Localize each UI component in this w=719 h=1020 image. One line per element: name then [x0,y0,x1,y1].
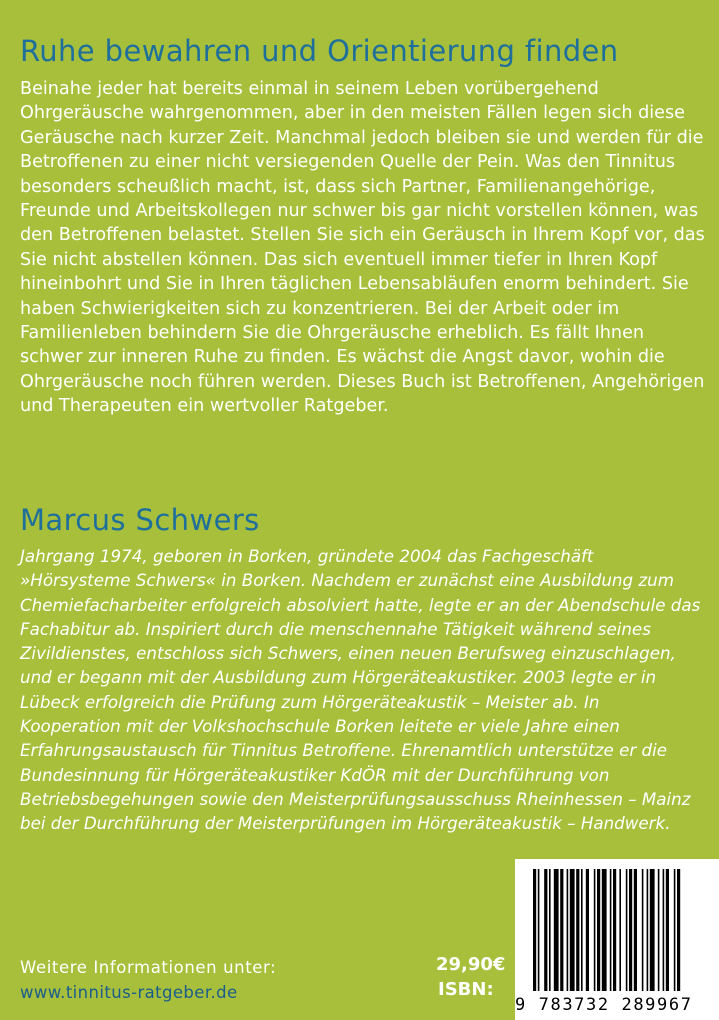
barcode-bar [650,869,655,991]
price-label: 29,90€ [436,954,506,975]
barcode-bar [581,869,583,991]
description-paragraph: Beinahe jeder hat bereits einmal in seinem Leben vorübergehend Ohrgeräusche wahrgenommen, aber in den meisten Fällen legen sich diese Geräusche nach kurzer Zeit. Manchmal jedoch bleiben sie und werden für die Betroffenen zu einer nicht versiegenden Quelle der Pein. Was den Tinnitus besonders scheußlich macht, ist, dass sich Partner, Familienangehörige, Freunde und Arbeitskollegen nur schwer bis gar nicht vorstellen können, was den Betroffenen belastet. Stellen Sie sich ein Geräusch in Ihrem Kopf vor, das Sie nicht abstellen können. Das sich eventuell immer tiefer in Ihren Kopf hineinbohrt und Sie in Ihren täglichen Lebensabläufen enorm behindert. Sie haben Schwierigkeiten sich zu konzentrieren. Bei der Arbeit oder im Familienleben behindern Sie die Ohrgeräusche erheblich. Es fällt Ihnen schwer zur inneren Ruhe zu finden. Es wächst die Angst davor, wohin die Ohrgeräusche noch führen werden. Dieses Buch ist Betroffenen, Angehörigen und Therapeuten ein wertvoller Ratgeber. [20,79,705,417]
barcode-bar [642,869,644,991]
barcode [515,859,719,1020]
barcode-bar [549,869,551,991]
barcode-bar [554,869,559,991]
barcode-bar [626,869,628,991]
barcode-bar [533,869,536,991]
section-heading-orientation: Ruhe bewahren und Orientierung finden [20,34,619,68]
author-bio-paragraph: Jahrgang 1974, geboren in Borken, gründete 2004 das Fachgeschäft »Hörsysteme Schwers« in Borken. Nachdem er zunächst eine Ausbildung zum Chemiefacharbeiter erfolgreich absolviert hatte, legte er an der Abendschule das Fachabitur ab. Inspiriert durch die menschennahe Tätigkeit während seines Zivildienstes, entschloss sich Schwers, einen neuen Berufsweg einzuschlagen, und er begann mit der Ausbildung zum Hörgeräteakustiker. 2003 legte er in Lübeck erfolgreich die Prüfung zum Hörgeräteakustik – Meister ab. In Kooperation mit der Volkshochschule Borken leitete er viele Jahre einen Erfahrungsaustausch für Tinnitus Betroffene. Ehrenamtlich unterstütze er die Bundesinnung für Hörgeräteakustiker KdÖR mit der Durchführung von Betriebsbegehungen sowie den Meisterprüfungsausschuss Rheinhessen – Mainz bei der Durchführung der Meisterprüfungen im Hörgeräteakustik – Handwerk. [20,546,701,834]
barcode-bar [629,869,632,991]
barcode-bar [610,869,612,991]
barcode-bar [619,869,621,991]
barcode-bar [647,869,649,991]
barcode-bar [674,869,676,991]
isbn-label: ISBN: [438,979,494,1000]
barcode-bar [597,869,600,991]
barcode-bar [576,869,579,991]
barcode-bar [544,869,547,991]
barcode-bar [658,869,660,991]
barcode-bar [663,869,665,991]
barcode-bar [602,869,607,991]
isbn-number: 9 783732 289967 [515,995,693,1015]
barcode-bar [666,869,669,991]
more-info-label: Weitere Informationen unter: [20,958,277,977]
barcode-bar [567,869,569,991]
barcode-bar [677,869,680,991]
barcode-bar [538,869,540,991]
barcode-bar [634,869,637,991]
barcode-bar [594,869,596,991]
barcode-bar [586,869,589,991]
barcode-bar [560,869,563,991]
author-heading: Marcus Schwers [20,503,260,537]
website-link[interactable]: www.tinnitus-ratgeber.de [20,983,238,1002]
barcode-bar [570,869,575,991]
barcode-bar [613,869,616,991]
